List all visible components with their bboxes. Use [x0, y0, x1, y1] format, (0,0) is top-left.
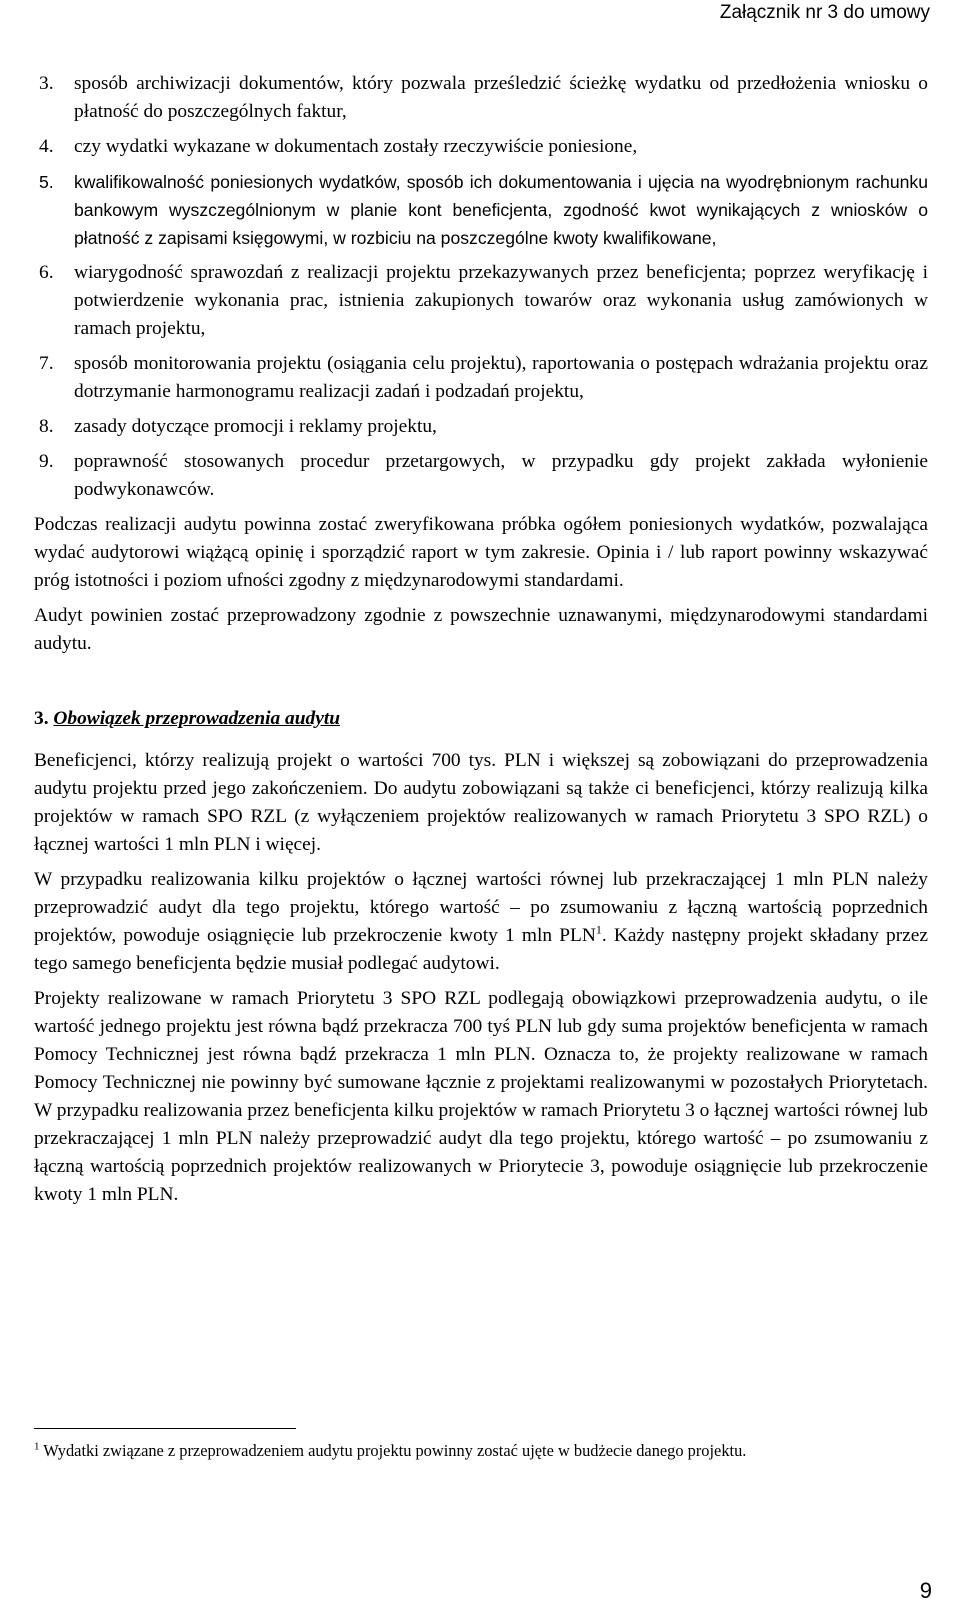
list-item — [34, 448, 928, 504]
paragraph-multiple-projects — [34, 866, 928, 978]
paragraph-text: Oznacza to, że projekty realizowane w ramach Pomocy Technicznej nie powinny być sumowane łącznie z projektami realizowanymi w pozostałych Priorytetach. W przypadku realizowania przez beneficjenta kilku projektów w ramach Priorytetu 3 o łącznej wartości równej lub przekraczającej 1 mln PLN należy przeprowadzić audyt dla tego projektu, którego wartość – po zsumowaniu z łączną wartością poprzednich projektów realizowanych w Priorytecie 3, powoduje osiągnięcie lub przekroczenie kwoty 1 mln PLN. — [34, 1044, 928, 1205]
footnote-ref[interactable]: 1 — [595, 922, 602, 937]
footnote-text: Wydatki związane z przeprowadzeniem audytu projektu powinny zostać ujęte w budżecie danego projektu. — [39, 1441, 747, 1460]
footnote-separator — [34, 1428, 296, 1429]
paragraph-sample-verification: Podczas realizacji audytu powinna zostać zweryfikowana próbka ogółem poniesionych wydatków, pozwalająca wydać audytorowi wiążącą opinię i sporządzić raport w tym zakresie. Opinia i / lub raport powinny wskazywać próg istotności i poziom ufności zgodny z międzynarodowymi standardami. — [34, 514, 928, 591]
list-item — [34, 259, 928, 343]
section-number: 3. — [34, 708, 49, 729]
paragraph-text: Projekty realizowane w ramach Priorytetu 3 SPO RZL podlegają obowiązkowi przeprowadzenia audytu, o ile wartość jednego projektu jest równa bądź przekracza 700 tyś PLN lub gdy suma projektów beneficjenta w ramach Pomocy Technicznej jest równa bądź przekracza 1 mln PLN. — [34, 988, 928, 1065]
list-item — [34, 413, 928, 441]
paragraph-audit-standards: Audyt powinien zostać przeprowadzony zgodnie z powszechnie uznawanymi, międzynarodowymi standardami audytu. — [34, 605, 928, 654]
list-item-text: zasady dotyczące promocji i reklamy projektu, — [74, 416, 437, 437]
list-item-number: 3. — [39, 73, 54, 94]
paragraph-text: . Każdy następny projekt składany przez tego samego beneficjenta będzie musiał podlegać audytowi. — [34, 925, 928, 974]
list-item-text: wiarygodność sprawozdań z realizacji projektu przekazywanych przez beneficjenta; poprzez weryfikację i potwierdzenie wykonania prac, istnienia zakupionych towarów oraz wykonania usług zamówionych w ramach projektu, — [74, 262, 928, 339]
list-item-number: 7. — [39, 353, 54, 374]
audit-scope-list — [34, 70, 928, 504]
paragraph-text: Beneficjenci, którzy realizują projekt o wartości 700 tys. PLN i większej są zobowiązani do przeprowadzenia audytu projektu przed jego zakończeniem. — [34, 750, 928, 799]
section-title: Obowiązek przeprowadzenia audytu — [53, 708, 340, 729]
list-item-number: 6. — [39, 262, 54, 283]
footnote — [34, 1440, 928, 1462]
document-body — [34, 70, 928, 1216]
list-item — [34, 168, 928, 252]
list-item — [34, 350, 928, 406]
paragraph-text: W przypadku realizowania kilku projektów o łącznej wartości równej lub przekraczającej 1 mln PLN należy przeprowadzić audyt dla tego projektu, którego wartość – po zsumowaniu z łączną wartością poprzednich projektów, powoduje osiągnięcie lub przekroczenie kwoty 1 mln PLN — [34, 869, 928, 946]
footnote-marker: 1 — [34, 1440, 40, 1453]
paragraph-priority-3 — [34, 985, 928, 1209]
paragraph-audit-obligation — [34, 747, 928, 859]
list-item-number: 4. — [39, 136, 54, 157]
list-item-text: poprawność stosowanych procedur przetargowych, w przypadku gdy projekt zakłada wyłonienie podwykonawców. — [74, 451, 928, 500]
list-item-text: sposób archiwizacji dokumentów, który pozwala prześledzić ścieżkę wydatku od przedłożenia wniosku o płatność do poszczególnych faktur, — [74, 73, 928, 122]
page-header: Załącznik nr 3 do umowy — [719, 2, 930, 23]
section-heading — [34, 705, 928, 733]
list-item — [34, 70, 928, 126]
paragraph-text: Do audytu zobowiązani są także ci beneficjenci, którzy realizują kilka projektów w ramach SPO RZL (z wyłączeniem projektów realizowanych w ramach Priorytetu 3 SPO RZL) o łącznej wartości 1 mln PLN i więcej. — [34, 778, 928, 855]
page-number: 9 — [919, 1578, 932, 1603]
list-item-text: kwalifikowalność poniesionych wydatków, sposób ich dokumentowania i ujęcia na wyodrębnionym rachunku bankowym wyszczególnionym w planie kont beneficjenta, zgodność kwot wynikających z wniosków o płatność z zapisami księgowymi, w rozbiciu na poszczególne kwoty kwalifikowane, — [74, 172, 928, 248]
list-item-text: sposób monitorowania projektu (osiągania celu projektu), raportowania o postępach wdrażania projektu oraz dotrzymanie harmonogramu realizacji zadań i podzadań projektu, — [74, 353, 928, 402]
list-item-number: 9. — [39, 451, 54, 472]
list-item — [34, 133, 928, 161]
list-item-number: 8. — [39, 416, 54, 437]
list-item-text: czy wydatki wykazane w dokumentach zostały rzeczywiście poniesione, — [74, 136, 638, 157]
list-item-number: 5. — [39, 172, 54, 192]
